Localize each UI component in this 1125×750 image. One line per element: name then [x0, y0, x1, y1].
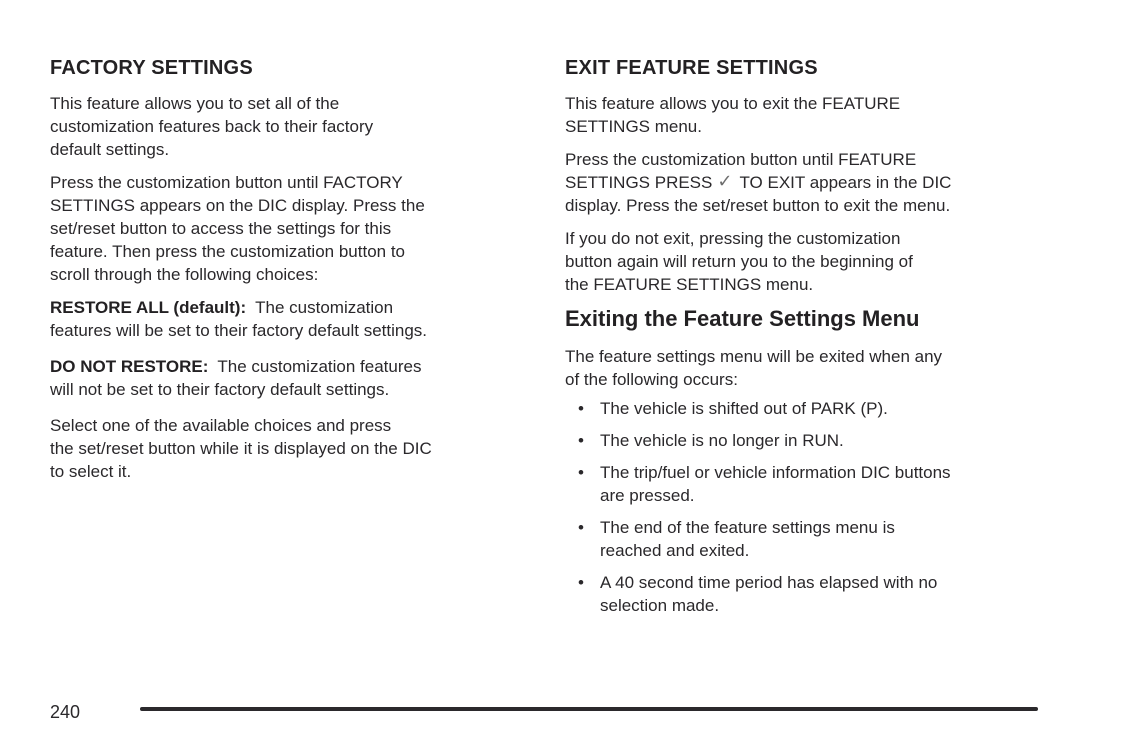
- text-line: The feature settings menu will be exited when any: [565, 347, 943, 366]
- definition-do-not-restore: [50, 355, 555, 401]
- text-line: Press the customization button until FEATURE: [565, 150, 917, 169]
- text-line: The trip/fuel or vehicle information DIC buttons: [600, 463, 951, 482]
- text-line: Press the customization button until FACTORY: [50, 173, 403, 192]
- text-line: selection made.: [600, 596, 720, 615]
- text-line: This feature allows you to set all of the: [50, 94, 340, 113]
- text-line: [565, 171, 1070, 194]
- paragraph: [50, 171, 555, 286]
- bullet-icon: •: [578, 431, 584, 450]
- text-line: SETTINGS menu.: [565, 117, 702, 136]
- subheading-exiting-feature-settings-menu: Exiting the Feature Settings Menu: [565, 306, 920, 331]
- text-line: feature. Then press the customization button to: [50, 242, 406, 261]
- list-item: [565, 461, 1070, 507]
- text-line: A 40 second time period has elapsed with no: [600, 573, 938, 592]
- text-line: to select it.: [50, 462, 132, 481]
- bullet-icon: •: [578, 573, 584, 592]
- text-line: customization features back to their factory: [50, 117, 374, 136]
- text-line: the set/reset button while it is displayed on the DIC: [50, 439, 432, 458]
- page-number: 240: [50, 702, 81, 722]
- list-item: [565, 429, 1070, 452]
- text-segment: TO EXIT appears in the DIC: [739, 173, 952, 192]
- list-item: [565, 397, 1070, 420]
- bullet-icon: •: [578, 399, 584, 418]
- paragraph: [565, 227, 1070, 296]
- paragraph: [565, 92, 1070, 138]
- definition-restore-all: [50, 296, 555, 342]
- left-column: [50, 57, 555, 493]
- list-item-text: [600, 571, 937, 617]
- text-line: If you do not exit, pressing the customization: [565, 229, 901, 248]
- bullet-list: [565, 397, 1070, 617]
- list-item-text: [600, 516, 895, 562]
- definition-term: RESTORE ALL (default):: [50, 298, 247, 317]
- paragraph: [565, 345, 1070, 391]
- definition-text: The customization features: [217, 357, 422, 376]
- text-segment: SETTINGS PRESS: [565, 173, 713, 192]
- text-line: set/reset button to access the settings for this: [50, 219, 392, 238]
- text-line: SETTINGS appears on the DIC display. Press the: [50, 196, 425, 215]
- text-line: features will be set to their factory default settings.: [50, 321, 428, 340]
- text-line: [50, 296, 555, 319]
- text-line: The vehicle is no longer in RUN.: [600, 431, 844, 450]
- text-line: will not be set to their factory default settings.: [50, 380, 390, 399]
- text-line: [50, 355, 555, 378]
- right-column: [565, 57, 1070, 626]
- list-item: [565, 516, 1070, 562]
- footer-rule: [140, 707, 1038, 711]
- definition-term: DO NOT RESTORE:: [50, 357, 209, 376]
- text-line: reached and exited.: [600, 541, 750, 560]
- list-item-text: [600, 397, 888, 420]
- text-line: Select one of the available choices and press: [50, 416, 392, 435]
- text-line: The end of the feature settings menu is: [600, 518, 895, 537]
- bullet-icon: •: [578, 463, 584, 482]
- paragraph-with-check: [565, 148, 1070, 217]
- list-item-text: [600, 461, 951, 507]
- section-heading-factory-settings: FACTORY SETTINGS: [50, 57, 253, 79]
- text-line: the FEATURE SETTINGS menu.: [565, 275, 814, 294]
- text-line: display. Press the set/reset button to exit the menu.: [565, 196, 951, 215]
- list-item: [565, 571, 1070, 617]
- paragraph: [50, 414, 555, 483]
- list-item-text: [600, 429, 844, 452]
- text-line: of the following occurs:: [565, 370, 738, 389]
- text-line: This feature allows you to exit the FEATURE: [565, 94, 901, 113]
- text-line: default settings.: [50, 140, 170, 159]
- definition-text: The customization: [255, 298, 394, 317]
- checkmark-icon: ✓: [717, 171, 733, 191]
- bullet-icon: •: [578, 518, 584, 537]
- paragraph: [50, 92, 555, 161]
- text-line: The vehicle is shifted out of PARK (P).: [600, 399, 888, 418]
- section-heading-exit-feature-settings: EXIT FEATURE SETTINGS: [565, 57, 818, 79]
- text-line: button again will return you to the beginning of: [565, 252, 913, 271]
- text-line: scroll through the following choices:: [50, 265, 319, 284]
- text-line: are pressed.: [600, 486, 695, 505]
